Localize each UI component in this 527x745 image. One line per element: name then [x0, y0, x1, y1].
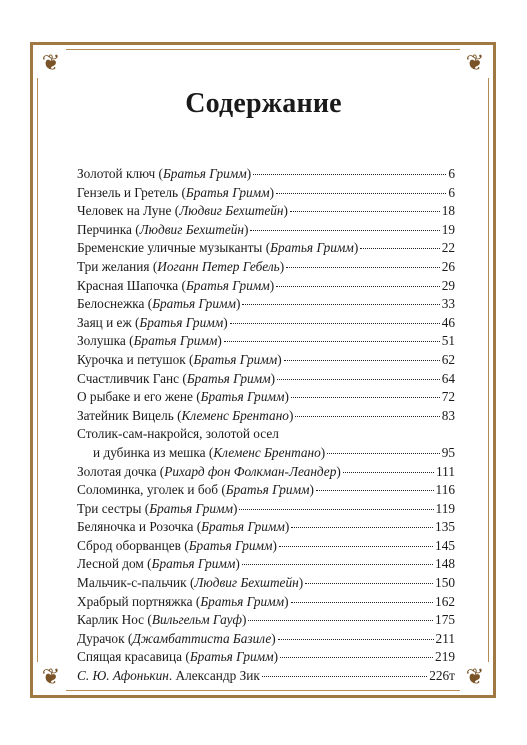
entry-page: 148 — [435, 556, 455, 572]
entry-page: 150 — [435, 575, 455, 591]
entry-title: Бременские уличные музыканты — [77, 240, 263, 256]
toc-entry — [77, 445, 455, 464]
entry-author: Людвиг Бехштейн — [179, 203, 284, 219]
entry-text: Затейник Вицель (Клеменс Брентано) — [77, 407, 294, 423]
entry-author: Иоганн Петер Гебель — [157, 258, 280, 274]
entry-author: Братья Гримм — [152, 296, 236, 312]
entry-title: Мальчик-с-пальчик — [77, 575, 187, 591]
entry-author: Братья Гримм — [193, 351, 278, 367]
dot-leader — [239, 509, 433, 510]
entry-author: Братья Гримм — [151, 556, 236, 572]
dot-leader — [291, 527, 433, 528]
entry-text: Гензель и Гретель (Братья Гримм) — [77, 184, 275, 200]
dot-leader — [248, 620, 433, 621]
entry-title: Человек на Луне — [77, 203, 172, 219]
toc-entry-line1 — [77, 426, 455, 445]
entry-page: 51 — [441, 333, 455, 349]
toc-entry — [77, 631, 455, 650]
entry-text: Соломинка, уголек и боб (Братья Гримм) — [77, 482, 314, 498]
toc-entry — [77, 278, 455, 297]
entry-author: Людвиг Бехштейн — [194, 575, 299, 591]
entry-author: Братья Гримм — [162, 166, 247, 181]
toc-entry — [77, 315, 455, 334]
toc-entry — [77, 594, 455, 613]
entry-title: Соломинка, уголек и боб — [77, 482, 219, 498]
dot-leader — [242, 304, 439, 305]
entry-text: Перчинка (Людвиг Бехштейн) — [77, 221, 249, 237]
entry-author: Рихард фон Фолкман-Леандер — [164, 463, 337, 479]
entry-page: 226т — [429, 668, 455, 684]
toc-entry — [77, 259, 455, 278]
entry-page: 211 — [435, 630, 455, 646]
entry-title: Курочка и петушок — [77, 351, 186, 367]
entry-title: Лесной дом — [77, 556, 144, 572]
ornament-corner-icon: ❦ — [36, 48, 66, 78]
entry-title: Счастливчик Ганс — [77, 370, 180, 386]
entry-page: 18 — [441, 203, 455, 219]
entry-title: Три сестры — [77, 500, 142, 516]
entry-text: Бременские уличные музыканты (Братья Гримм) — [77, 240, 359, 256]
entry-text: Золотой ключ (Братья Гримм) — [77, 166, 252, 181]
entry-page: 72 — [441, 389, 455, 405]
entry-page: 116 — [435, 482, 455, 498]
entry-page: 64 — [441, 370, 455, 386]
entry-title: Спящая красавица — [77, 649, 183, 665]
page-title: Содержание — [185, 88, 342, 119]
entry-page: 62 — [441, 351, 455, 367]
toc-entry — [77, 649, 455, 668]
toc-entry — [77, 556, 455, 575]
entry-page: 219 — [435, 649, 455, 665]
toc-entry — [77, 464, 455, 483]
dot-leader — [262, 676, 427, 677]
toc-entry — [77, 519, 455, 538]
entry-title: Беляночка и Розочка — [77, 519, 194, 535]
dot-leader — [276, 193, 446, 194]
entry-author: Братья Гримм — [189, 649, 274, 665]
entry-text: Золотая дочка (Рихард фон Фолкман-Леандер) — [77, 463, 341, 479]
entry-title: Сброд оборванцев — [77, 537, 181, 553]
toc-entry — [77, 203, 455, 222]
entry-title: Золушка — [77, 333, 126, 349]
dot-leader — [295, 416, 439, 417]
entry-author: Братья Гримм — [185, 277, 270, 293]
dot-leader — [250, 230, 439, 231]
entry-title: Золотой ключ — [77, 166, 156, 181]
dot-leader — [305, 583, 433, 584]
entry-text: Заяц и еж (Братья Гримм) — [77, 314, 228, 330]
entry-text: Красная Шапочка (Братья Гримм) — [77, 277, 275, 293]
entry-title: Перчинка — [77, 221, 132, 237]
entry-title: Красная Шапочка — [77, 277, 179, 293]
entry-author: Братья Гримм — [149, 500, 233, 516]
dot-leader — [277, 379, 440, 380]
entry-page: 46 — [441, 314, 455, 330]
entry-page: 175 — [435, 612, 455, 628]
dot-leader — [316, 490, 434, 491]
entry-author: Братья Гримм — [186, 370, 271, 386]
dot-leader — [279, 546, 433, 547]
entry-text: Беляночка и Розочка (Братья Гримм) — [77, 519, 290, 535]
entry-text: Золушка (Братья Гримм) — [77, 333, 222, 349]
toc-entry — [77, 296, 455, 315]
entry-author: Братья Гримм — [200, 389, 285, 405]
dot-leader — [327, 453, 440, 454]
entry-page: 6 — [448, 166, 455, 181]
entry-text: Белоснежка (Братья Гримм) — [77, 296, 241, 312]
dot-leader — [343, 472, 434, 473]
entry-page: 26 — [441, 258, 455, 274]
entry-author: Братья Гримм — [188, 537, 273, 553]
entry-author: Джамбаттиста Базиле — [132, 630, 272, 646]
entry-author: Братья Гримм — [225, 482, 310, 498]
entry-text: Храбрый портняжка (Братья Гримм) — [77, 593, 289, 609]
ornament-corner-icon: ❦ — [36, 662, 66, 692]
entry-title: и дубинка из мешка — [93, 444, 206, 460]
toc-entry-credits — [77, 668, 455, 687]
illustrator-name: С. Ю. Афонькин — [77, 668, 169, 684]
entry-text: Сброд оборванцев (Братья Гримм) — [77, 537, 277, 553]
toc-entry — [77, 389, 455, 408]
ornament-corner-icon: ❦ — [460, 662, 490, 692]
toc-entry — [77, 240, 455, 259]
entry-author: Людвиг Бехштейн — [139, 221, 244, 237]
toc-entry — [77, 166, 455, 185]
entry-text: Мальчик-с-пальчик (Людвиг Бехштейн) — [77, 575, 304, 591]
dot-leader — [230, 323, 440, 324]
entry-title: Храбрый портняжка — [77, 593, 193, 609]
entry-page: 83 — [441, 407, 455, 423]
dot-leader — [286, 267, 440, 268]
entry-title: Золотая дочка — [77, 463, 157, 479]
entry-page: 29 — [441, 277, 455, 293]
entry-page: 33 — [441, 296, 455, 312]
entry-author: Братья Гримм — [200, 593, 285, 609]
entry-title: Белоснежка — [77, 296, 145, 312]
entry-text: Карлик Нос (Вильгельм Гауф) — [77, 612, 247, 628]
dot-leader — [242, 564, 433, 565]
entry-author: Братья Гримм — [133, 333, 218, 349]
entry-text: и дубинка из мешка (Клеменс Брентано) — [93, 444, 326, 460]
entry-page: 162 — [435, 593, 455, 609]
dot-leader — [290, 211, 440, 212]
ornament-corner-icon: ❦ — [460, 48, 490, 78]
entry-page: 95 — [441, 444, 455, 460]
entry-text: Курочка и петушок (Братья Гримм) — [77, 351, 282, 367]
dot-leader — [291, 602, 434, 603]
table-of-contents — [77, 166, 455, 687]
entry-author: Клеменс Брентано — [181, 407, 289, 423]
dot-leader — [360, 248, 439, 249]
entry-title: Три желания — [77, 258, 150, 274]
dot-leader — [280, 657, 433, 658]
entry-title: Затейник Вицель — [77, 407, 174, 423]
entry-page: 19 — [441, 221, 455, 237]
entry-page: 119 — [435, 500, 455, 516]
entry-title: Дурачок — [77, 630, 125, 646]
dot-leader — [276, 286, 440, 287]
entry-author: Братья Гримм — [185, 184, 270, 200]
entry-text: Счастливчик Ганс (Братья Гримм) — [77, 370, 276, 386]
toc-entry — [77, 612, 455, 631]
entry-text: Три желания (Иоганн Петер Гебель) — [77, 258, 285, 274]
entry-title: Карлик Нос — [77, 612, 145, 628]
entry-author: Вильгельм Гауф — [151, 612, 242, 628]
entry-text: О рыбаке и его жене (Братья Гримм) — [77, 389, 289, 405]
entry-text: Человек на Луне (Людвиг Бехштейн) — [77, 203, 288, 219]
entry-title: Заяц и еж — [77, 314, 132, 330]
entry-text: Три сестры (Братья Гримм) — [77, 500, 238, 516]
entry-page: 135 — [435, 519, 455, 535]
entry-page: 111 — [436, 463, 455, 479]
entry-text: Дурачок (Джамбаттиста Базиле) — [77, 630, 276, 646]
entry-title: О рыбаке и его жене — [77, 389, 193, 405]
entry-author: Клеменс Брентано — [213, 444, 321, 460]
toc-entry — [77, 501, 455, 520]
toc-entry — [77, 185, 455, 204]
toc-entry — [77, 333, 455, 352]
toc-entry — [77, 222, 455, 241]
entry-author: Братья Гримм — [139, 314, 224, 330]
entry-page: 145 — [435, 537, 455, 553]
entry-text: С. Ю. Афонькин. Александр Зик — [77, 668, 260, 684]
dot-leader — [278, 639, 434, 640]
toc-entry — [77, 482, 455, 501]
toc-entry — [77, 538, 455, 557]
toc-entry — [77, 371, 455, 390]
dot-leader — [291, 397, 440, 398]
entry-text: Спящая красавица (Братья Гримм) — [77, 649, 279, 665]
entry-page: 22 — [441, 240, 455, 256]
toc-entry — [77, 575, 455, 594]
entry-title: Столик-сам-накройся, золотой осел — [77, 426, 279, 442]
entry-page: 6 — [448, 184, 455, 200]
toc-entry — [77, 408, 455, 427]
entry-author: Братья Гримм — [201, 519, 285, 535]
dot-leader — [224, 341, 440, 342]
dot-leader — [253, 174, 446, 175]
entry-title: Гензель и Гретель — [77, 184, 179, 200]
toc-entry — [77, 352, 455, 371]
entry-author: Братья Гримм — [270, 240, 354, 256]
translator-name: Александр Зик — [175, 668, 260, 684]
dot-leader — [284, 360, 440, 361]
entry-text: Лесной дом (Братья Гримм) — [77, 556, 240, 572]
